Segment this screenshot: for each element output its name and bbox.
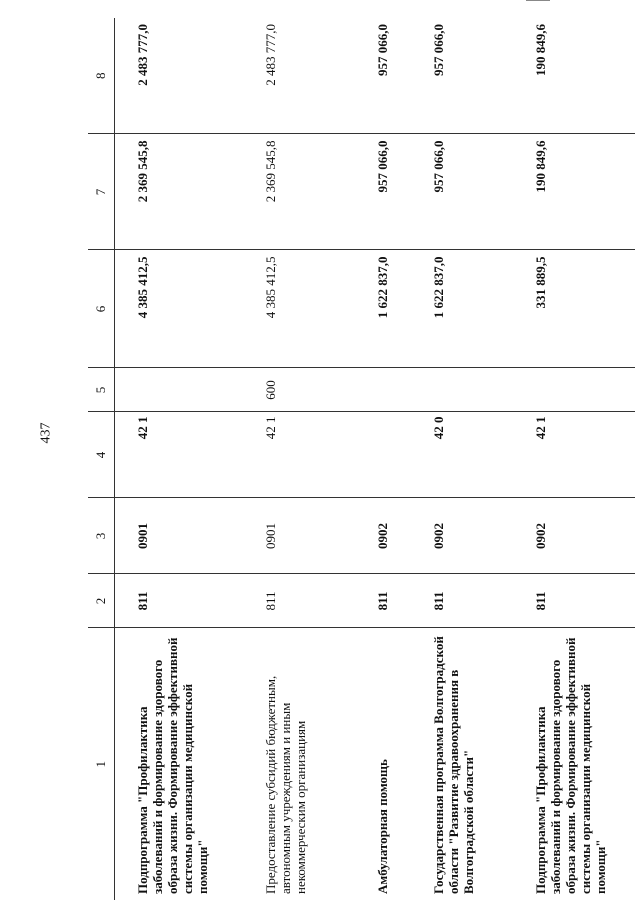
column-header-8: 8 — [88, 18, 115, 134]
cell-ministry-code: 811 — [115, 574, 244, 628]
column-header-7: 7 — [88, 134, 115, 250]
row-name: Подпрограмма "Профилактика заболеваний и формирование здорового образа жизни. Формирование эффективной системы организации медицинской помощи" — [135, 637, 211, 894]
cell-section-code: 0901 — [243, 498, 355, 574]
table-row — [355, 18, 411, 900]
table-row — [243, 18, 355, 900]
cell-ministry-code: 811 — [243, 574, 355, 628]
cell-amount-year2: 190 849,6 — [513, 134, 635, 250]
cell-expense-type — [411, 368, 513, 412]
cell-target-code: 42 0 — [411, 412, 513, 498]
cell-target-code — [355, 412, 411, 498]
cell-amount-year3: 190 849,6 — [513, 18, 635, 134]
cell-amount-year1: 1 622 837,0 — [355, 250, 411, 368]
table-row — [411, 18, 513, 900]
cell-section-code: 0902 — [513, 498, 635, 574]
cell-expense-type — [513, 368, 635, 412]
cell-amount-year2: 2 369 545,8 — [243, 134, 355, 250]
cell-target-code: 42 1 — [243, 412, 355, 498]
cell-ministry-code: 811 — [513, 574, 635, 628]
cell-amount-year1: 4 385 412,5 — [243, 250, 355, 368]
cell-expense-type: 600 — [243, 368, 355, 412]
cell-amount-year3: 2 483 777,0 — [243, 18, 355, 134]
cell-section-code: 0901 — [115, 498, 244, 574]
cell-target-code: 42 1 — [115, 412, 244, 498]
cell-expense-type — [115, 368, 244, 412]
cell-amount-year2: 957 066,0 — [355, 134, 411, 250]
cell-amount-year2: 957 066,0 — [411, 134, 513, 250]
cell-section-code: 0902 — [355, 498, 411, 574]
cell-amount-year3: 2 483 777,0 — [115, 18, 244, 134]
cell-amount-year2: 2 369 545,8 — [115, 134, 244, 250]
column-header-2: 2 — [88, 574, 115, 628]
top-edge-mark — [526, 0, 550, 1]
cell-ministry-code: 811 — [355, 574, 411, 628]
table-header-row — [88, 18, 115, 900]
column-header-3: 3 — [88, 498, 115, 574]
cell-expense-type — [355, 368, 411, 412]
budget-table-container — [88, 18, 609, 900]
budget-table — [88, 18, 635, 900]
column-header-6: 6 — [88, 250, 115, 368]
cell-amount-year3: 957 066,0 — [411, 18, 513, 134]
row-name: Государственная программа Волгоградской области "Развитие здравоохранения в Волгоградской области" — [431, 636, 477, 894]
cell-amount-year3: 957 066,0 — [355, 18, 411, 134]
cell-amount-year1: 1 622 837,0 — [411, 250, 513, 368]
cell-section-code: 0902 — [411, 498, 513, 574]
column-header-5: 5 — [88, 368, 115, 412]
cell-amount-year1: 331 889,5 — [513, 250, 635, 368]
row-name: Предоставление субсидий бюджетным, автономным учреждениям и иным некоммерческим организациям — [263, 675, 309, 894]
row-name: Подпрограмма "Профилактика заболеваний и формирование здорового образа жизни. Формирование эффективной системы организации медицинской помощи" — [533, 637, 609, 894]
column-header-4: 4 — [88, 412, 115, 498]
row-name: Амбулаторная помощь — [375, 759, 390, 894]
cell-target-code: 42 1 — [513, 412, 635, 498]
column-header-1: 1 — [88, 628, 115, 900]
cell-ministry-code: 811 — [411, 574, 513, 628]
table-row — [115, 18, 244, 900]
page-number: 437 — [38, 422, 53, 444]
cell-amount-year1: 4 385 412,5 — [115, 250, 244, 368]
table-row — [513, 18, 635, 900]
